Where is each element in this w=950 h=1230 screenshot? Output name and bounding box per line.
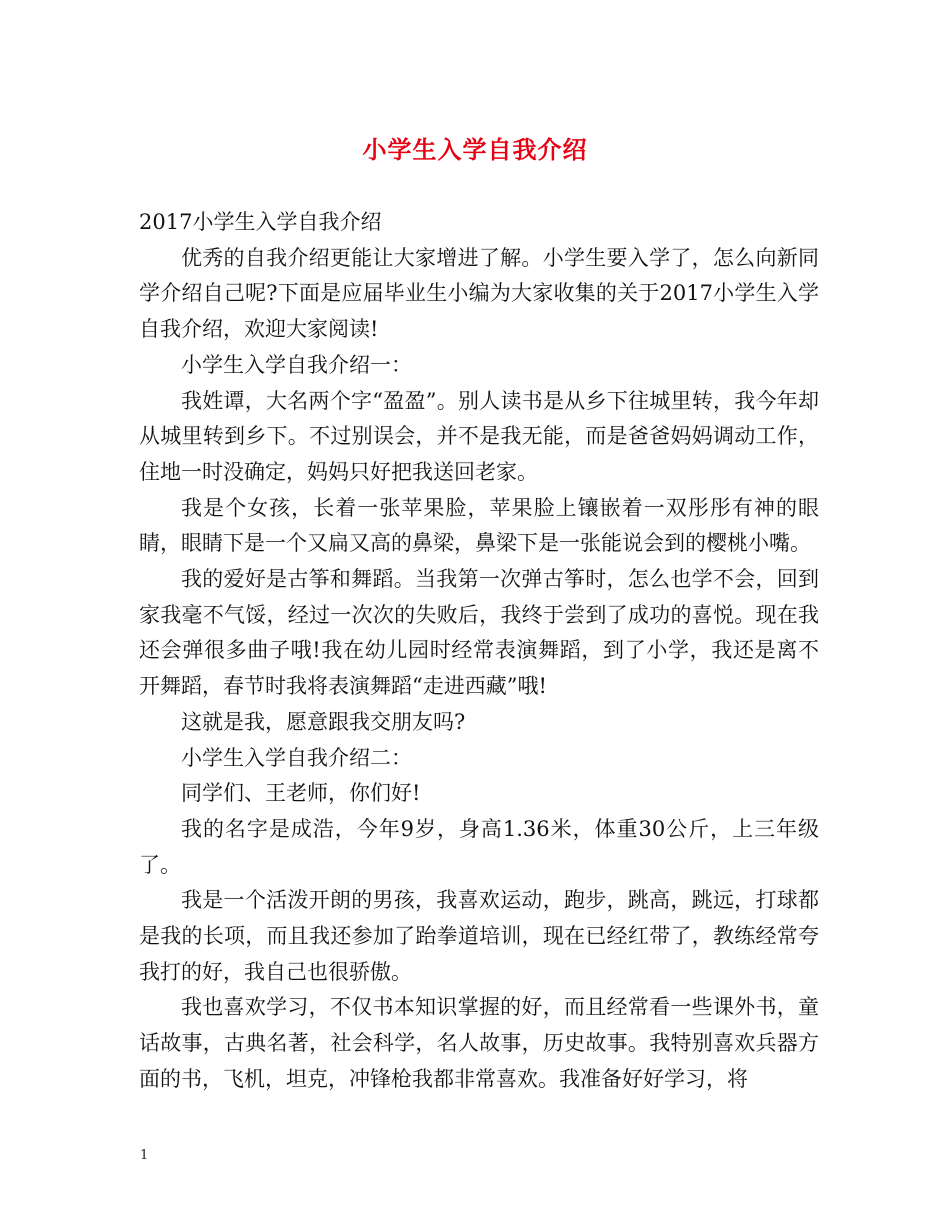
paragraph: 我也喜欢学习，不仅书本知识掌握的好，而且经常看一些课外书，童话故事，古典名著，社会科学，名人故事，历史故事。我特别喜欢兵器方面的书，飞机，坦克，冲锋枪我都非常喜欢。我准备好好学习，将 xyxy=(139,995,819,1091)
paragraph: 小学生入学自我介绍一： xyxy=(181,352,412,377)
paragraph: 我姓谭，大名两个字“盈盈”。别人读书是从乡下往城里转，我今年却从城里转到乡下。不过别误会，并不是我无能，而是爸爸妈妈调动工作，住地一时没确定，妈妈只好把我送回老家。 xyxy=(139,388,819,484)
paragraph: 优秀的自我介绍更能让大家增进了解。小学生要入学了，怎么向新同学介绍自己呢?下面是应届毕业生小编为大家收集的关于2017小学生入学自我介绍，欢迎大家阅读! xyxy=(139,245,819,342)
paragraph: 我是个女孩，长着一张苹果脸，苹果脸上镶嵌着一双彤彤有神的眼睛，眼睛下是一个又扁又高的鼻梁，鼻梁下是一张能说会到的樱桃小嘴。 xyxy=(139,495,819,556)
paragraph: 这就是我，愿意跟我交朋友吗? xyxy=(181,709,466,734)
paragraph: 小学生入学自我介绍二： xyxy=(181,745,412,770)
paragraph: 我是一个活泼开朗的男孩，我喜欢运动，跑步，跳高，跳远，打球都是我的长项，而且我还参加了跆拳道培训，现在已经红带了，教练经常夸我打的好，我自己也很骄傲。 xyxy=(139,888,819,984)
paragraph: 我的名字是成浩，今年9岁，身高1.36米，体重30公斤，上三年级了。 xyxy=(139,816,819,877)
document-body xyxy=(139,205,819,1098)
document-title: 小学生入学自我介绍 xyxy=(362,135,588,164)
document-subtitle: 2017小学生入学自我介绍 xyxy=(139,210,382,234)
paragraph: 同学们、王老师，你们好! xyxy=(181,781,421,806)
page-number: 1 xyxy=(140,1148,149,1163)
paragraph: 我的爱好是古筝和舞蹈。当我第一次弹古筝时，怎么也学不会，回到家我毫不气馁，经过一次次的失败后，我终于尝到了成功的喜悦。现在我还会弹很多曲子哦!我在幼儿园时经常表演舞蹈，到了小学，我还是离不开舞蹈，春节时我将表演舞蹈“走进西藏”哦! xyxy=(139,567,819,699)
